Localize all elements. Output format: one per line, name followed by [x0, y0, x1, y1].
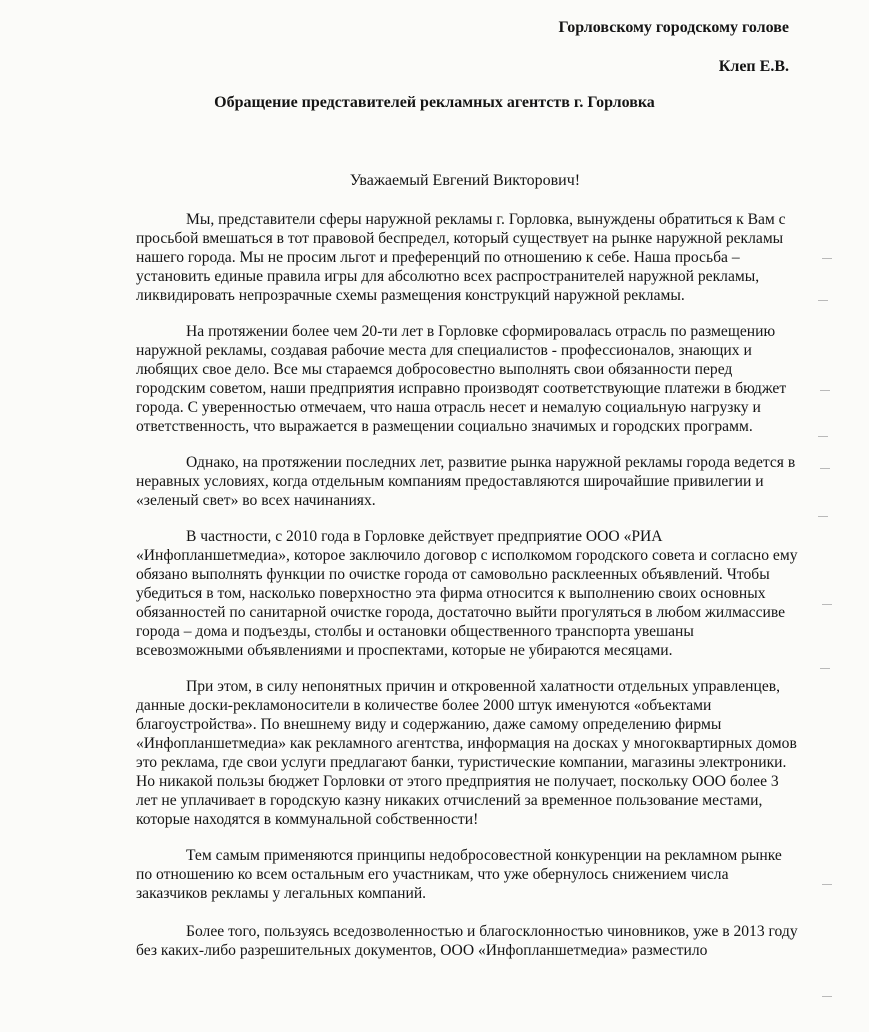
scan-mark [822, 996, 832, 997]
scan-mark [822, 604, 832, 605]
document-title: Обращение представителей рекламных агентств г. Горловка [214, 94, 655, 111]
scan-mark [822, 884, 832, 885]
paragraph-6: Тем самым применяются принципы недобросовестной конкуренции на рекламном рынке по отношению ко всем остальным его участникам, что уже обернулось снижением числа заказчиков рекламы у легальных компаний. [136, 847, 782, 902]
salutation: Уважаемый Евгений Викторович! [349, 172, 581, 189]
paragraph-3: Однако, на протяжении последних лет, развитие рынка наружной рекламы города ведется в неравных условиях, когда отдельным компаниям предоставляются широчайшие привилегии и «зеленый свет» во всех начинаниях. [136, 454, 796, 509]
paragraph-5: При этом, в силу непонятных причин и откровенной халатности отдельных управленцев, данные доски-рекламоносители в количестве более 2000 штук именуются «объектами благоустройства». По внешнему виду и содержанию, даже самому определению фирмы «Инфопланшетмедиа» как рекламного агентства, информация на досках у многоквартирных домов это реклама, где свои услуги предлагают банки, туристические компании, магазины электроники. Но никакой пользы бюджет Горловки от этого предприятия не получает, поскольку ООО более 3 лет не уплачивает в городскую казну никаких отчислений за временное пользование местами, которые находятся в коммунальной собственности! [136, 678, 797, 828]
paragraph-7: Более того, пользуясь вседозволенностью и благосклонностью чиновников, уже в 2013 году без каких-либо разрешительных документов, ООО «Инфопланшетмедиа» разместило [136, 923, 798, 959]
addressee-line-2: Клеп Е.В. [718, 58, 789, 75]
scan-mark [820, 468, 830, 469]
paragraph-2: На протяжении более чем 20-ти лет в Горловке сформировалась отрасль по размещению наружной рекламы, создавая рабочие места для специалистов - профессионалов, знающих и любящих свое дело. Все мы стараемся добросовестно выполнять свои обязанности перед городским советом, наши предприятия исправно производят соответствующие платежи в бюджет города. С уверенностью отмечаем, что наша отрасль несет и немалую социальную нагрузку и ответственность, что выражается в размещении социально значимых и городских программ. [136, 323, 787, 435]
scan-mark [822, 258, 832, 259]
letter-body [136, 210, 800, 977]
scan-mark [820, 668, 830, 669]
scan-mark [818, 300, 828, 301]
paragraph-4: В частности, с 2010 года в Горловке действует предприятие ООО «РИА «Инфопланшетмедиа», которое заключило договор с исполкомом городского совета и согласно ему обязано выполнять функции по очистке города от самовольно расклеенных объявлений. Чтобы убедиться в том, насколько поверхностно эта фирма относится к выполнению своих основных обязанностей по санитарной очистке города, достаточно выйти прогуляться в любом жилмассиве города – дома и подъезды, столбы и остановки общественного транспорта увешаны всевозможными объявлениями и проспектами, которые не убираются месяцами. [136, 528, 798, 659]
scan-mark [818, 436, 828, 437]
scan-mark [820, 390, 830, 391]
addressee-line-1: Горловскому городскому голове [558, 19, 789, 36]
scan-mark [818, 516, 828, 517]
paragraph-1: Мы, представители сферы наружной рекламы г. Горловка, вынуждены обратиться к Вам с просьбой вмешаться в тот правовой беспредел, который существует на рынке наружной рекламы нашего города. Мы не просим льгот и преференций по отношению к себе. Наша просьба – установить единые правила игры для абсолютно всех распространителей наружной рекламы, ликвидировать непрозрачные схемы размещения конструкций наружной рекламы. [136, 211, 786, 304]
